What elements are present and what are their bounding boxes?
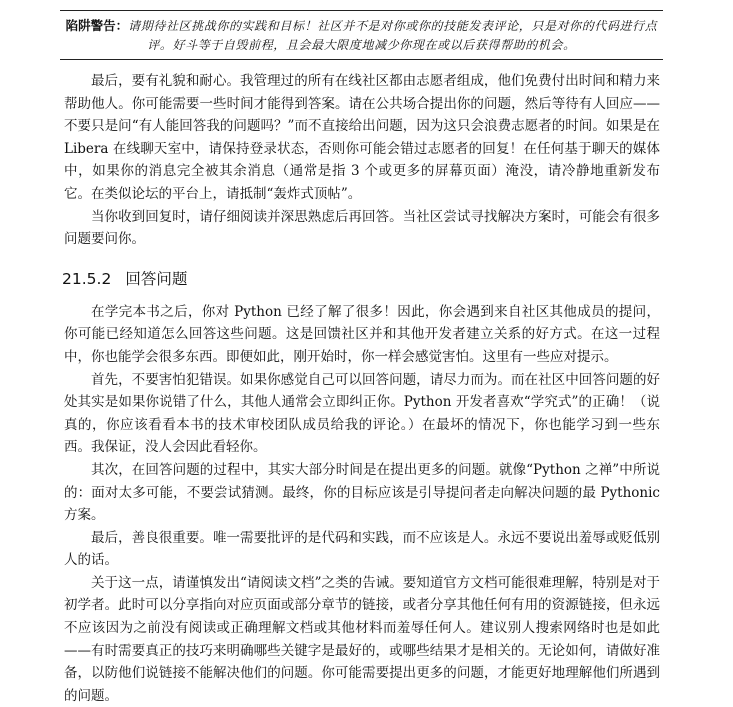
body-paragraph: 在学完本书之后，你对 Python 已经了解了很多！因此，你会遇到来自社区其他成员的提问，你可能已经知道怎么回答这些问题。这是回馈社区并和其他开发者建立关系的好方式。在这一过程中，你也能学会很多东西。即便如此，刚开始时，你一样会感觉害怕。这里有一些应对提示。 [64, 303, 660, 365]
warning-text: 请期待社区挑战你的实践和目标！社区并不是对你或你的技能发表评论，只是对你的代码进行点评。好斗等于自毁前程，且会最大限度地减少你现在或以后获得帮助的机会。 [128, 19, 658, 52]
body-paragraph: 最后，要有礼貌和耐心。我管理过的所有在线社区都由志愿者组成，他们免费付出时间和精力来帮助他人。你可能需要一些时间才能得到答案。请在公共场合提出你的问题，然后等待有人回应——不要只是问“有人能回答我的问题吗？”而不直接给出问题，因为这只会浪费志愿者的时间。如果是在 Libera 在线聊天室中，请保持登录状态，否则你可能会错过志愿者的回复！在任何基于聊天的媒体中，如果你的消息完全被其余消息（通常是指 3 个或更多的屏幕页面）淹没，请冷静地重新发布它。在类似论坛的平台上，请抵制“轰炸式顶帖”。 [64, 73, 660, 202]
body-paragraph: 首先，不要害怕犯错误。如果你感觉自己可以回答问题，请尽力而为。而在社区中回答问题的好处其实是如果你说错了什么，其他人通常会立即纠正你。Python 开发者喜欢“学究式”的正确！（说真的，你应该看看本书的技术审校团队成员给我的评论。）在最坏的情况下，你也能学习到一些东西。我保证，没人会因此看轻你。 [64, 371, 660, 456]
body-paragraph: 关于这一点，请谨慎发出“请阅读文档”之类的告诫。要知道官方文档可能很难理解，特别是对于初学者。此时可以分享指向对应页面或部分章节的链接，或者分享其他任何有用的资源链接，但永远不应该因为之前没有阅读或正确理解文档或其他材料而羞辱任何人。建议别人搜索网络时也是如此——有时需要真正的技巧来明确哪些关键字是最好的，或哪些结果才是相关的。无论如何，请做好准备，以防他们说链接不能解决他们的问题。你可能需要提出更多的问题，才能更好地理解他们所遇到的问题。 [64, 574, 660, 704]
pitfall-warning-box [60, 10, 663, 60]
page-body [64, 70, 660, 707]
body-paragraph: 最后，善良很重要。唯一需要批评的是代码和实践，而不应该是人。永远不要说出羞辱或贬低别人的话。 [64, 529, 660, 569]
body-paragraph: 当你收到回复时，请仔细阅读并深思熟虑后再回答。当社区尝试寻找解决方案时，可能会有很多问题要问你。 [64, 208, 660, 248]
warning-label: 陷阱警告： [65, 18, 129, 33]
section-number: 21.5.2 [62, 269, 112, 288]
section-title: 回答问题 [125, 269, 188, 288]
body-paragraph: 其次，在回答问题的过程中，其实大部分时间是在提出更多的问题。就像“Python 之禅”中所说的：面对太多可能，不要尝试猜测。最终，你的目标应该是引导提问者走向解决问题的最 Pythonic 方案。 [64, 461, 660, 524]
section-heading [62, 268, 660, 290]
